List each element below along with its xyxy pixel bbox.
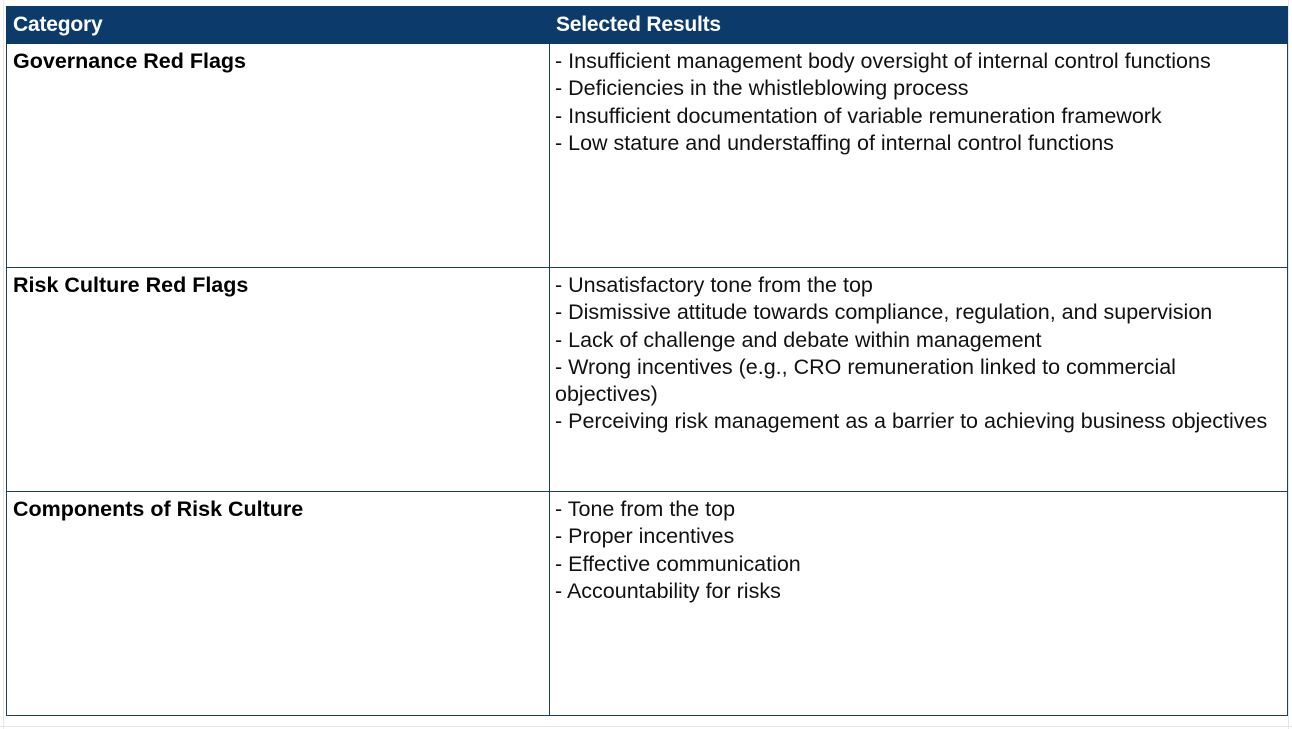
category-cell[interactable]: Governance Red Flags — [7, 44, 550, 268]
result-item: - Dismissive attitude towards compliance, regulation, and supervision — [555, 300, 1213, 325]
header-row — [7, 7, 1288, 44]
result-item: - Low stature and understaffing of internal control functions — [555, 130, 1114, 155]
sheet-gridline — [3, 0, 4, 729]
result-item: - Deficiencies in the whistleblowing process — [555, 76, 969, 101]
results-table — [6, 6, 1288, 716]
header-selected-results[interactable]: Selected Results — [550, 7, 1288, 44]
result-item: - Unsatisfactory tone from the top — [555, 273, 873, 297]
result-item: - Proper incentives — [555, 524, 735, 549]
header-category[interactable]: Category — [7, 7, 550, 44]
result-item: - Tone from the top — [555, 497, 736, 521]
result-item: - Effective communication — [555, 551, 801, 576]
sheet-gridline — [1288, 0, 1289, 729]
result-item: - Accountability for risks — [555, 578, 781, 603]
table-row — [7, 44, 1288, 268]
result-item: - Insufficient documentation of variable remuneration framework — [555, 103, 1162, 128]
table-row — [7, 268, 1288, 492]
results-cell[interactable] — [550, 268, 1288, 492]
table-row — [7, 492, 1288, 716]
sheet-gridline — [0, 726, 1292, 727]
category-cell[interactable]: Risk Culture Red Flags — [7, 268, 550, 492]
result-item: - Lack of challenge and debate within management — [555, 327, 1042, 352]
result-item: - Insufficient management body oversight of internal control functions — [555, 49, 1211, 73]
results-cell[interactable] — [550, 492, 1288, 716]
result-item: - Wrong incentives (e.g., CRO remuneration linked to commercial objectives) — [555, 354, 1176, 407]
category-cell[interactable]: Components of Risk Culture — [7, 492, 550, 716]
results-cell[interactable] — [550, 44, 1288, 268]
result-item: - Perceiving risk management as a barrier to achieving business objectives — [555, 409, 1268, 434]
